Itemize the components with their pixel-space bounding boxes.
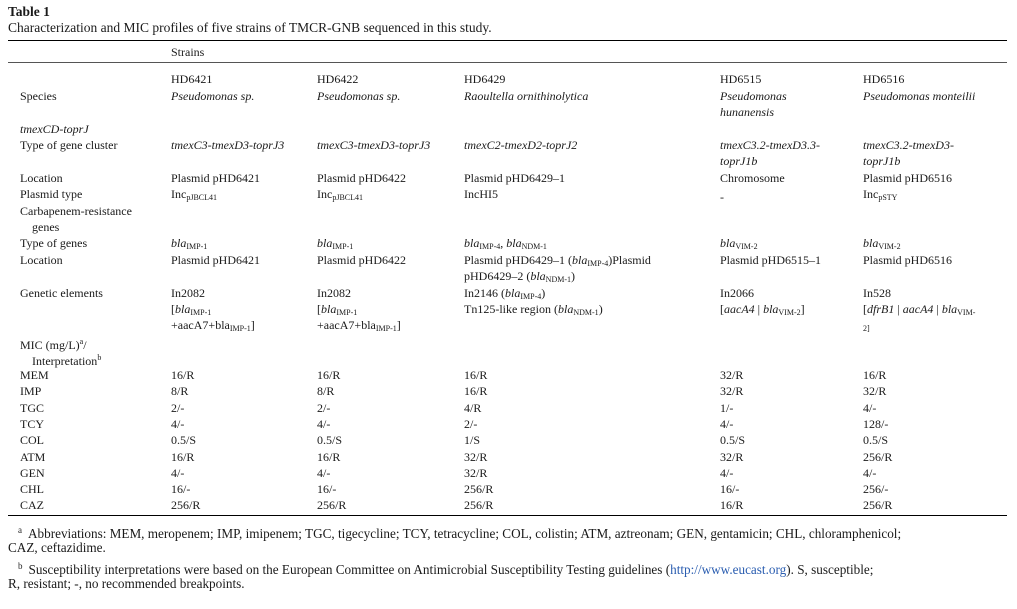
footnote-b: $^b$ Susceptibility interpretations were based on the European Committee on Antimicrobial Susceptibility Testing guidelines (http://www.eucast.org). S, susceptible;: [18, 561, 874, 577]
location-cell: Chromosome: [720, 171, 785, 185]
mic-value-cell: 256/R: [464, 498, 494, 512]
plasmid-type-cell: -: [720, 190, 724, 204]
species-cell: Pseudomonas: [720, 89, 787, 103]
mic-value-cell: 2/-: [171, 401, 185, 415]
carba-location-cell: Plasmid pHD6421: [171, 253, 261, 267]
strains-header: Strains: [171, 45, 205, 59]
species-cell: Pseudomonas monteilii: [863, 89, 976, 103]
genetic-cell-continued: [aacA4 | bla$_{VIM-2}$]: [720, 302, 805, 317]
genetic-cell: In2082: [171, 286, 205, 300]
mic-value-cell: 4/R: [464, 401, 482, 415]
mic-value-cell: 4/-: [720, 417, 734, 431]
mic-value-cell: 0.5/S: [720, 433, 746, 447]
mic-value-cell: 0.5/S: [863, 433, 889, 447]
genetic-cell: In2066: [720, 286, 754, 300]
location-cell: Plasmid pHD6516: [863, 171, 953, 185]
footnote-a: $^a$ Abbreviations: MEM, meropenem; IMP, imipenem; TGC, tigecycline; TCY, tetracycline; COL, colistin; ATM, aztreonam; GEN, gentamicin; CHL, chloramphenicol;: [18, 525, 902, 541]
footnote-a-continued: CAZ, ceftazidime.: [8, 540, 106, 555]
row-label-plasmid-type: Plasmid type: [20, 187, 83, 201]
location-cell: Plasmid pHD6422: [317, 171, 407, 185]
gene-type-cell: bla$_{VIM-2}$: [863, 236, 901, 251]
mic-drug-label: GEN: [20, 466, 45, 480]
row-label-cluster: Type of gene cluster: [20, 138, 118, 152]
row-label-gene-type: Type of genes: [20, 236, 88, 250]
mic-drug-label: IMP: [20, 384, 42, 398]
mic-value-cell: 4/-: [317, 417, 331, 431]
plasmid-type-cell: Inc$_{pSTY}$: [863, 187, 898, 202]
cluster-cell: tmexC3.2-tmexD3-: [863, 138, 954, 152]
mic-value-cell: 1/-: [720, 401, 734, 415]
section-heading-mic-continued: Interpretation$^b$: [32, 353, 102, 368]
mic-value-cell: 32/R: [464, 450, 488, 464]
mic-value-cell: 16/R: [720, 498, 744, 512]
mic-value-cell: 128/-: [863, 417, 889, 431]
plasmid-type-cell: Inc$_{pJBCL41}$: [171, 187, 217, 202]
strain-id: HD6429: [464, 72, 506, 86]
carba-location-cell: Plasmid pHD6515–1: [720, 253, 822, 267]
footnote-b-continued: R, resistant; -, no recommended breakpoints.: [8, 576, 245, 591]
top-rule: [8, 40, 1007, 41]
cluster-cell-continued: toprJ1b: [863, 154, 901, 168]
mic-value-cell: 16/-: [171, 482, 191, 496]
row-label-location: Location: [20, 253, 63, 267]
cluster-cell: tmexC2-tmexD2-toprJ2: [464, 138, 578, 152]
mic-value-cell: 4/-: [171, 417, 185, 431]
table-caption: Characterization and MIC profiles of five strains of TMCR-GNB sequenced in this study.: [8, 20, 492, 35]
mic-value-cell: 16/-: [317, 482, 337, 496]
location-cell: Plasmid pHD6429–1: [464, 171, 566, 185]
section-heading-mic: MIC $(mg/L)^a/$: [20, 337, 87, 352]
mic-value-cell: 2/-: [317, 401, 331, 415]
plasmid-type-cell: Inc$_{pJBCL41}$: [317, 187, 363, 202]
genetic-cell: In2146 (bla$_{IMP-4}$): [464, 286, 546, 301]
table-label: Table 1: [8, 4, 50, 19]
mic-value-cell: 32/R: [464, 466, 488, 480]
mic-value-cell: 16/-: [720, 482, 740, 496]
mic-value-cell: 256/R: [171, 498, 201, 512]
mic-value-cell: 32/R: [720, 450, 744, 464]
mic-value-cell: 2/-: [464, 417, 478, 431]
species-cell: Pseudomonas sp.: [317, 89, 401, 103]
mic-drug-label: CHL: [20, 482, 44, 496]
mic-value-cell: 16/R: [317, 368, 341, 382]
row-label-genetic: Genetic elements: [20, 286, 103, 300]
species-cell-continued: hunanensis: [720, 105, 774, 119]
carba-location-cell: Plasmid pHD6422: [317, 253, 407, 267]
mic-value-cell: 8/R: [171, 384, 189, 398]
mic-value-cell: 4/-: [863, 466, 877, 480]
mic-value-cell: 16/R: [464, 368, 488, 382]
mic-value-cell: 16/R: [317, 450, 341, 464]
species-cell: Pseudomonas sp.: [171, 89, 255, 103]
species-cell: Raoultella ornithinolytica: [464, 89, 589, 103]
mic-value-cell: 16/R: [863, 368, 887, 382]
cluster-cell-continued: toprJ1b: [720, 154, 758, 168]
mic-value-cell: 1/S: [464, 433, 481, 447]
genetic-cell-continued: Tn125-like region (bla$_{NDM-1}$): [464, 302, 603, 317]
mic-drug-label: TGC: [20, 401, 44, 415]
genetic-cell-continued: +aacA7+bla$_{IMP-1}$]: [317, 318, 401, 333]
genetic-cell: In528: [863, 286, 891, 300]
mic-value-cell: 16/R: [171, 450, 195, 464]
row-label-species: Species: [20, 89, 57, 103]
section-heading-tmex: tmexCD-toprJ: [20, 122, 89, 136]
genetic-cell: In2082: [317, 286, 351, 300]
cluster-cell: tmexC3-tmexD3-toprJ3: [317, 138, 431, 152]
genetic-cell-continued: [dfrB1 | aacA4 | bla$_{VIM-}$: [863, 302, 976, 317]
gene-type-cell: bla$_{IMP-1}$: [171, 236, 208, 251]
location-cell: Plasmid pHD6421: [171, 171, 261, 185]
mic-value-cell: 16/R: [464, 384, 488, 398]
bottom-rule: [8, 515, 1007, 516]
mic-value-cell: 4/-: [863, 401, 877, 415]
mic-value-cell: 4/-: [171, 466, 185, 480]
strain-id: HD6515: [720, 72, 762, 86]
strain-id: HD6421: [171, 72, 213, 86]
genetic-cell-continued: [bla$_{IMP-1}$: [171, 302, 212, 317]
section-heading-carbapenem: Carbapenem-resistance: [20, 204, 132, 218]
eucast-link[interactable]: http://www.eucast.org: [670, 562, 787, 577]
mic-value-cell: 256/R: [863, 498, 893, 512]
mic-value-cell: 4/-: [317, 466, 331, 480]
cluster-cell: tmexC3.2-tmexD3.3-: [720, 138, 820, 152]
mic-drug-label: MEM: [20, 368, 49, 382]
mic-value-cell: 32/R: [720, 368, 744, 382]
mic-value-cell: 4/-: [720, 466, 734, 480]
mic-drug-label: TCY: [20, 417, 44, 431]
carba-location-cell-continued: pHD6429–2 (bla$_{NDM-1}$): [464, 269, 576, 284]
row-label-location: Location: [20, 171, 63, 185]
mic-value-cell: 8/R: [317, 384, 335, 398]
genetic-cell-continued: [bla$_{IMP-1}$: [317, 302, 358, 317]
header-rule: [8, 62, 1007, 63]
mic-drug-label: ATM: [20, 450, 46, 464]
genetic-cell-continued: +aacA7+bla$_{IMP-1}$]: [171, 318, 255, 333]
strain-id: HD6422: [317, 72, 359, 86]
carba-location-cell: Plasmid pHD6429–1 (bla$_{IMP-4}$)Plasmid: [464, 253, 651, 268]
mic-drug-label: COL: [20, 433, 44, 447]
gene-type-cell: bla$_{IMP-4}$, bla$_{NDM-1}$: [464, 236, 547, 251]
gene-type-cell: bla$_{VIM-2}$: [720, 236, 758, 251]
gene-type-cell: bla$_{IMP-1}$: [317, 236, 354, 251]
mic-value-cell: 256/R: [464, 482, 494, 496]
strain-id: HD6516: [863, 72, 905, 86]
genetic-cell-continued: 2]: [863, 324, 870, 333]
mic-value-cell: 16/R: [171, 368, 195, 382]
mic-drug-label: CAZ: [20, 498, 44, 512]
mic-value-cell: 0.5/S: [171, 433, 197, 447]
mic-value-cell: 32/R: [720, 384, 744, 398]
carba-location-cell: Plasmid pHD6516: [863, 253, 953, 267]
cluster-cell: tmexC3-tmexD3-toprJ3: [171, 138, 285, 152]
mic-value-cell: 32/R: [863, 384, 887, 398]
mic-value-cell: 0.5/S: [317, 433, 343, 447]
section-heading-carbapenem-continued: genes: [32, 220, 60, 234]
mic-value-cell: 256/-: [863, 482, 889, 496]
mic-value-cell: 256/R: [317, 498, 347, 512]
mic-value-cell: 256/R: [863, 450, 893, 464]
plasmid-type-cell: IncHI5: [464, 187, 498, 201]
